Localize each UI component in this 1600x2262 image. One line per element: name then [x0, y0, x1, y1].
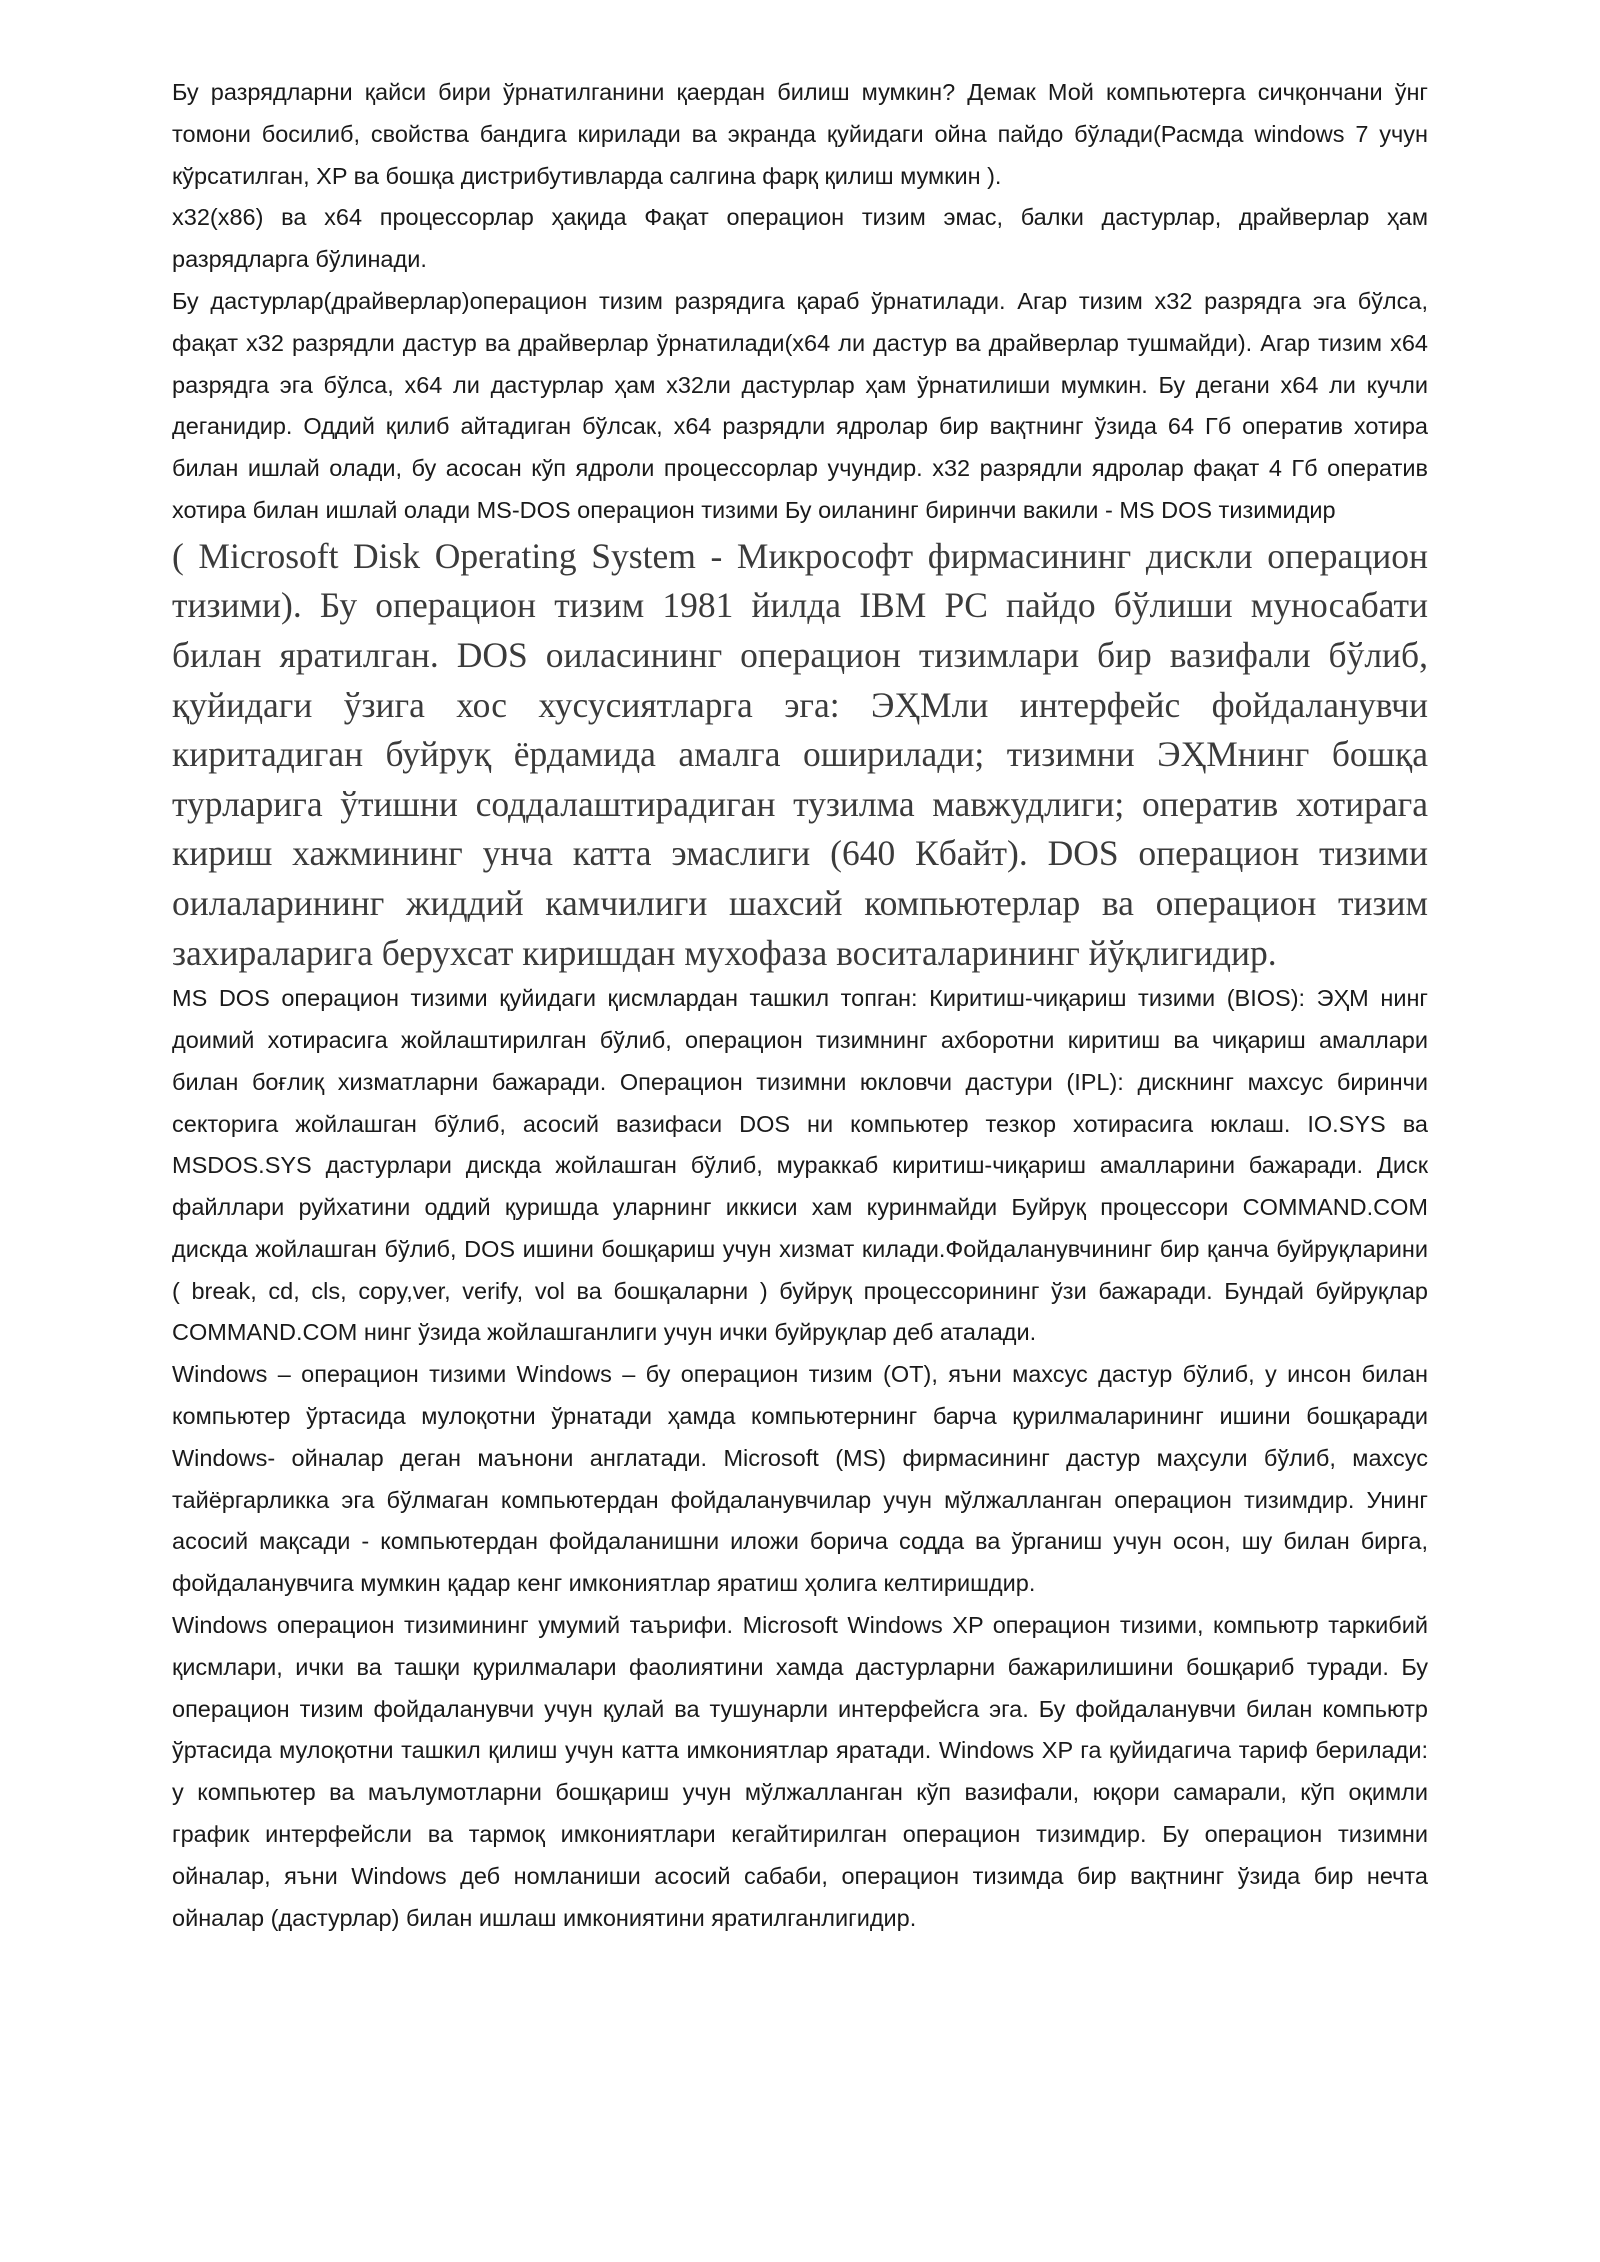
document-page	[172, 72, 1428, 1939]
paragraph-bit-detection: Бу разрядларни қайси бири ўрнатилганини қаердан билиш мумкин? Демак Мой компьютерга сичқончани ўнг томони босилиб, свойства бандига кирилади ва экранда қуйидаги ойна пайдо бўлади(Расмда windows 7 учун кўрсатилган, XP ва бошқа дистрибутивларда салгина фарқ қилиш мумкин ).	[172, 79, 1428, 189]
paragraph-windows-definition: Windows операцион тизимининг умумий таърифи. Microsoft Windows XP операцион тизими, компьютр таркибий қисмлари, ички ва ташқи қурилмалари фаолиятини хамда дастурларни бажарилишини бошқариб туради. Бу операцион тизим фойдаланувчи учун қулай ва тушунарли интерфейсга эга. Бу фойдаланувчи билан компьютр ўртасида мулоқотни ташкил қилиш учун катта имкониятлар яратади. Windows XP га қуйидагича тариф берилади: у компьютер ва маълумотларни бошқариш учун мўлжалланган кўп вазифали, юқори самарали, кўп оқимли график интерфейсли ва тармоқ имкониятлари кегайтирилган операцион тизимдир. Бу операцион тизимни ойналар, яъни Windows деб номланиши асосий сабаби, операцион тизимда бир вақтнинг ўзида бир нечта ойналар (дастурлар) билан ишлаш имкониятини яратилганлигидир.	[172, 1612, 1428, 1931]
paragraph-x32-x64-intro: x32(x86) ва x64 процессорлар ҳақида Фақат операцион тизим эмас, балки дастурлар, драйверлар ҳам разрядларга бўлинади.	[172, 204, 1428, 273]
paragraph-ms-dos-components: MS DOS операцион тизими қуйидаги қисмлардан ташкил топган: Киритиш-чиқариш тизими (BIOS): ЭҲМ нинг доимий хотирасига жойлаштирилган бўлиб, операцион тизимнинг ахборотни киритиш ва чиқариш амаллари билан боғлиқ хизматларни бажаради. Операцион тизимни юкловчи дастури (IPL): дискнинг махсус биринчи секторига жойлашган бўлиб, асосий вазифаси DOS ни компьютер тезкор хотирасига юклаш. IO.SYS ва MSDOS.SYS дастурлари дискда жойлашган бўлиб, мураккаб киритиш-чиқариш амалларини бажаради. Диск файллари руйхатини оддий қуришда уларнинг иккиси хам куринмайди Буйруқ процессори COMMAND.COM дискда жойлашган бўлиб, DOS ишини бошқариш учун хизмат килади.Фойдаланувчининг бир қанча буйруқларини ( break, cd, cls, copy,ver, verify, vol ва бошқаларни ) буйруқ процессорининг ўзи бажаради. Бундай буйруқлар COMMAND.COM нинг ўзида жойлашганлиги учун ички буйруқлар деб аталади.	[172, 985, 1428, 1346]
paragraph-ms-dos-description: ( Microsoft Disk Operating System - Микрософт фирмасининг дискли операцион тизими). Бу операцион тизим 1981 йилда IBM PC пайдо бўлиши муносабати билан яратилган. DOS оиласининг операцион тизимлари бир вазифали бўлиб, қуйидаги ўзига хос хусусиятларга эга: ЭҲМли интерфейс фойдаланувчи киритадиган буйруқ ёрдамида амалга оширилади; тизимни ЭҲМнинг бошқа турларига ўтишни соддалаштирадиган тузилма мавжудлиги; оператив хотирага кириш хажмининг унча катта эмаслиги (640 Кбайт). DOS операцион тизими оилаларининг жиддий камчилиги шахсий компьютерлар ва операцион тизим захираларига берухсат киришдан мухофаза воситаларининг йўқлигидир.	[172, 535, 1428, 973]
paragraph-windows-intro: Windows – операцион тизими Windows – бу операцион тизим (ОТ), яъни махсус дастур бўлиб, у инсон билан компьютер ўртасида мулоқотни ўрнатади ҳамда компьютернинг барча қурилмаларининг ишини бошқаради Windows- ойналар деган маънони англатади. Microsoft (MS) фирмасининг дастур маҳсули бўлиб, махсус тайёргарликка эга бўлмаган компьютердан фойдаланувчилар учун мўлжалланган операцион тизимдир. Унинг асосий мақсади - компьютердан фойдаланишни иложи борича содда ва ўрганиш учун осон, шу билан бирга, фойдаланувчига мумкин қадар кенг имкониятлар яратиш ҳолига келтиришдир.	[172, 1361, 1428, 1597]
paragraph-x32-x64-details: Бу дастурлар(драйверлар)операцион тизим разрядига қараб ўрнатилади. Агар тизим x32 разрядга эга бўлса, фақат x32 разрядли дастур ва драйверлар ўрнатилади(x64 ли дастур ва драйверлар тушмайди). Агар тизим x64 разрядга эга бўлса, x64 ли дастурлар ҳам x32ли дастурлар ҳам ўрнатилиши мумкин. Бу дегани x64 ли кучли деганидир. Оддий қилиб айтадиган бўлсак, x64 разрядли ядролар бир вақтнинг ўзида 64 Гб оператив хотира билан ишлай олади, бу асосан кўп ядроли процессорлар учундир. x32 разрядли ядролар фақат 4 Гб оператив хотира билан ишлай олади MS-DOS операцион тизими Бу оиланинг биринчи вакили - MS DOS тизимидир	[172, 287, 1428, 523]
